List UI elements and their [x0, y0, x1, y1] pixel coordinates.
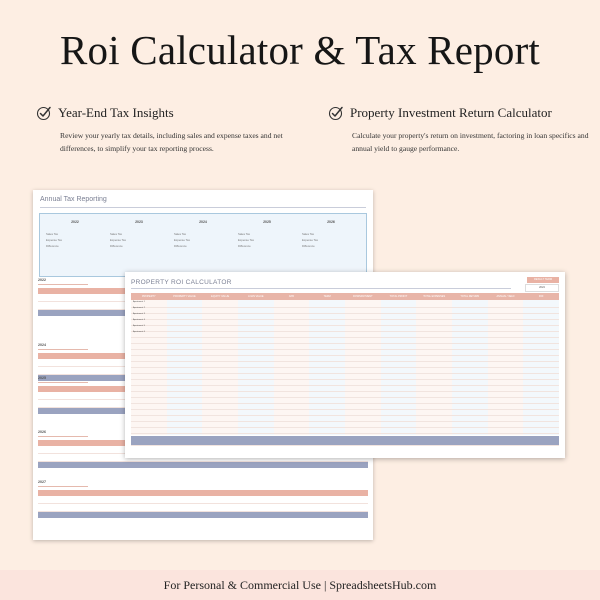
divider — [38, 349, 88, 350]
roi-column-header: TERM — [323, 295, 331, 298]
divider — [38, 284, 88, 285]
feature-description: Review your yearly tax details, including sales and expense taxes and net differences, to simplify your tax reporting process. — [60, 131, 283, 153]
summary-year: 2022 — [71, 220, 79, 224]
tax-difference-row — [38, 462, 368, 468]
summary-line: Expense Tax — [110, 238, 126, 242]
roi-column-header: ANNUAL YIELD — [496, 295, 515, 298]
feature-heading: Property Investment Return Calculator — [350, 105, 552, 120]
tax-year-block — [38, 480, 368, 518]
summary-line: Sales Tax — [46, 232, 59, 236]
summary-year-column — [174, 220, 232, 250]
tax-difference-row — [38, 512, 368, 518]
roi-calculator-preview — [125, 272, 565, 458]
roi-total-label: TOTAL — [134, 447, 143, 450]
roi-row-label: Apartment 2 — [133, 307, 145, 309]
divider — [131, 288, 511, 289]
roi-row-label: Apartment 1 — [133, 301, 145, 303]
divider — [38, 382, 88, 383]
tax-year-label: 2024 — [38, 343, 46, 347]
summary-year: 2024 — [199, 220, 207, 224]
roi-row-label: Apartment 6 — [133, 331, 145, 333]
summary-line: Difference — [238, 244, 251, 248]
roi-column-header: EQUITY VALUE — [211, 295, 230, 298]
divider — [38, 436, 88, 437]
check-circle-icon — [328, 105, 344, 121]
roi-sheet-title: PROPERTY ROI CALCULATOR — [131, 279, 232, 286]
roi-column-header: TOTAL PROFIT — [389, 295, 408, 298]
feature-tax-insights — [36, 105, 296, 155]
tax-row — [38, 504, 368, 512]
tax-year-label: 2027 — [38, 480, 46, 484]
summary-year-column — [302, 220, 360, 250]
roi-column-header: LOAN VALUE — [248, 295, 264, 298]
feature-description: Calculate your property's return on investment, factoring in loan specifics and annual yield to gauge performance. — [352, 131, 589, 153]
tax-sheet-title: Annual Tax Reporting — [40, 196, 107, 203]
footer: For Personal & Commercial Use | SpreadsheetsHub.com — [0, 570, 600, 600]
roi-column-header: PROPERTY VALUE — [173, 295, 196, 298]
roi-column-header: DOWNPAYMENT — [353, 295, 373, 298]
roi-row-label: Apartment 3 — [133, 313, 145, 315]
result-term-label: RESULT TERM — [527, 277, 559, 283]
summary-line: Expense Tax — [174, 238, 190, 242]
result-term-select[interactable]: 2024 — [525, 284, 559, 292]
summary-year-column — [110, 220, 168, 250]
check-circle-icon — [36, 105, 52, 121]
summary-line: Difference — [302, 244, 315, 248]
roi-header-row — [131, 293, 559, 300]
roi-column-header: APR — [288, 295, 295, 298]
summary-line: Sales Tax — [302, 232, 315, 236]
tax-year-label: 2022 — [38, 278, 46, 282]
summary-line: Difference — [174, 244, 187, 248]
feature-roi-calculator — [328, 105, 588, 155]
summary-year: 2025 — [263, 220, 271, 224]
summary-line: Sales Tax — [110, 232, 123, 236]
tax-row — [38, 496, 368, 504]
summary-line: Expense Tax — [238, 238, 254, 242]
roi-row-label: Apartment 5 — [133, 325, 145, 327]
summary-line: Sales Tax — [174, 232, 187, 236]
summary-line: Expense Tax — [302, 238, 318, 242]
roi-table — [131, 293, 559, 450]
summary-line: Sales Tax — [238, 232, 251, 236]
roi-total-row — [131, 436, 559, 450]
page-title: Roi Calculator & Tax Report — [59, 27, 541, 73]
roi-column-header: PROPERTY — [141, 295, 156, 298]
tax-year-label: 2026 — [38, 430, 46, 434]
feature-heading: Year-End Tax Insights — [58, 105, 174, 120]
summary-year: 2026 — [327, 220, 335, 224]
roi-column-header: ROI — [538, 295, 544, 298]
roi-column-header: TOTAL RETURN — [460, 295, 480, 298]
roi-row-label: Apartment 4 — [133, 319, 145, 321]
summary-year-column — [238, 220, 296, 250]
summary-line: Difference — [46, 244, 59, 248]
roi-column-header: TOTAL EXPENSES — [423, 295, 446, 298]
summary-year-column — [46, 220, 104, 250]
summary-line: Difference — [110, 244, 123, 248]
divider — [38, 486, 88, 487]
summary-year: 2023 — [135, 220, 143, 224]
tax-year-label: 2025 — [38, 376, 46, 380]
tax-summary-panel — [39, 213, 367, 277]
summary-line: Expense Tax — [46, 238, 62, 242]
divider — [40, 207, 366, 208]
